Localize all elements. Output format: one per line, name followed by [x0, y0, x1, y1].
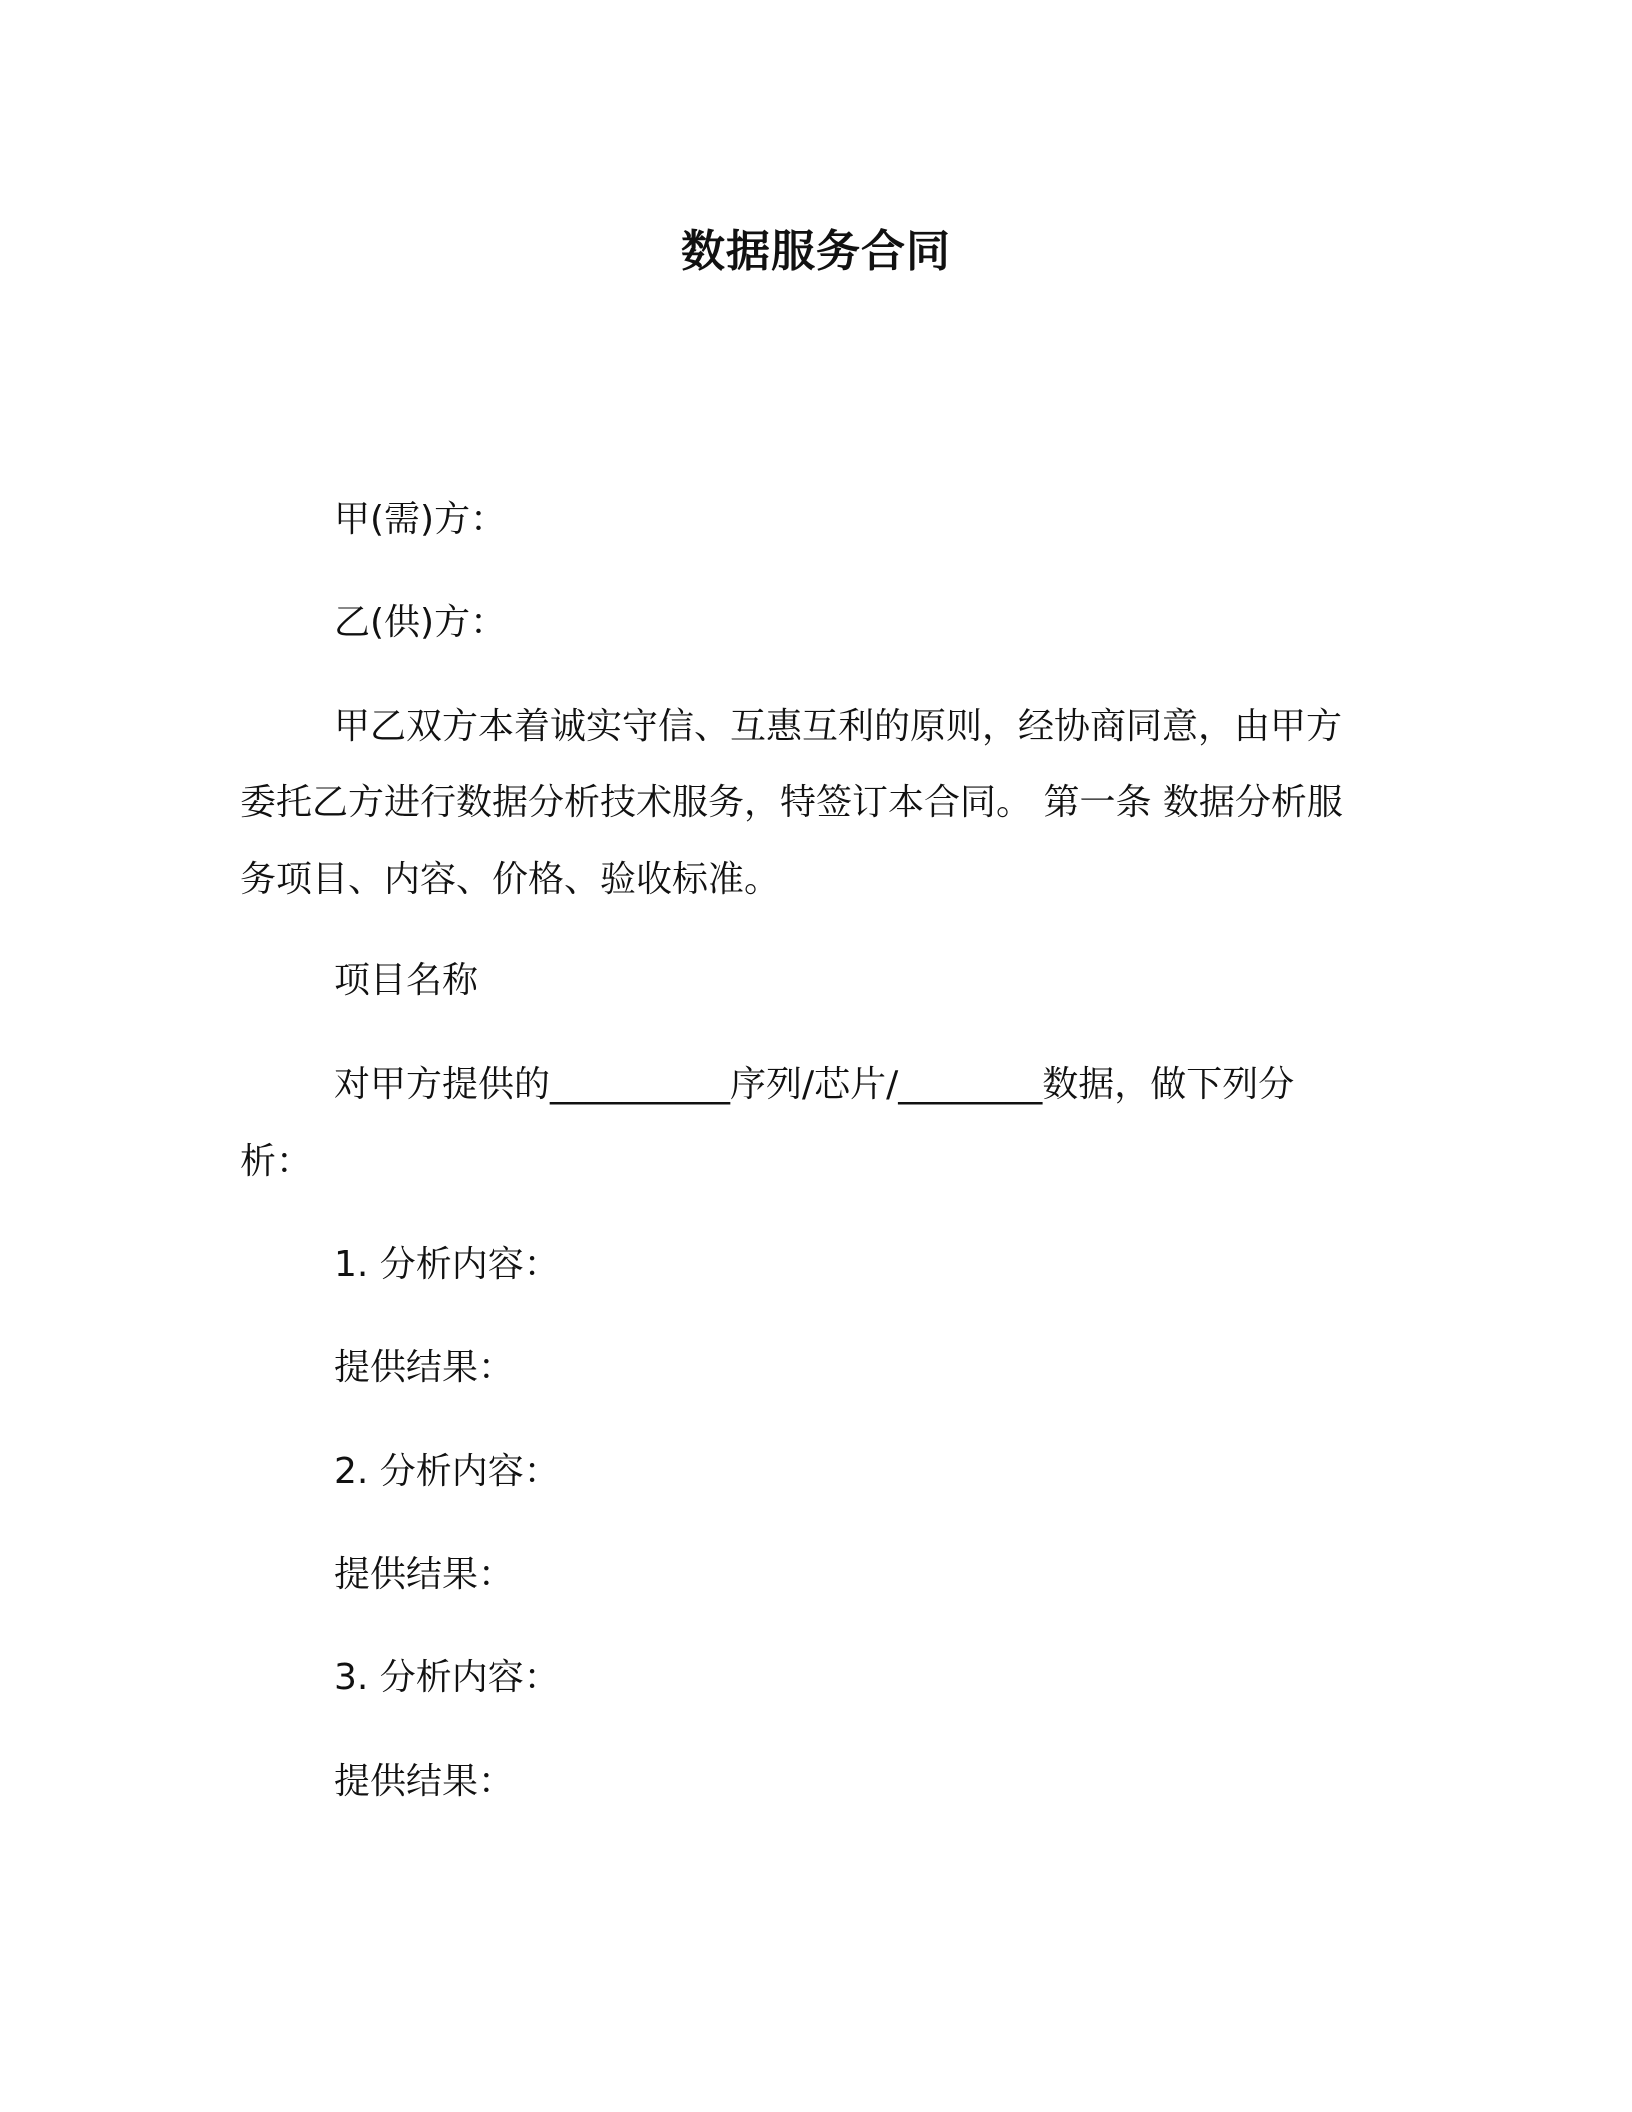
party-a-label: 甲(需)方：	[334, 499, 507, 540]
intro-paragraph-line-1: 甲乙双方本着诚实守信、互惠互利的原则，经协商同意，由甲方	[334, 706, 1343, 747]
result-label-1: 提供结果：	[334, 1347, 515, 1388]
intro-paragraph-line-3: 务项目、内容、价格、验收标准。	[240, 859, 781, 900]
analysis-content-label-1: 1. 分析内容：	[334, 1244, 560, 1285]
intro-paragraph-line-2: 委托乙方进行数据分析技术服务，特签订本合同。 第一条 数据分析服	[240, 782, 1343, 823]
result-label-2: 提供结果：	[334, 1554, 515, 1595]
document-title: 数据服务合同	[681, 226, 951, 277]
analysis-content-label-3: 3. 分析内容：	[334, 1657, 560, 1698]
provided-data-line-2: 析：	[240, 1141, 313, 1182]
result-label-3: 提供结果：	[334, 1761, 515, 1802]
analysis-content-label-2: 2. 分析内容：	[334, 1451, 560, 1492]
provided-data-line-1: 对甲方提供的__________序列/芯片/________数据，做下列分	[334, 1064, 1295, 1105]
project-name-label: 项目名称	[334, 960, 479, 1001]
party-b-label: 乙(供)方：	[334, 602, 507, 643]
